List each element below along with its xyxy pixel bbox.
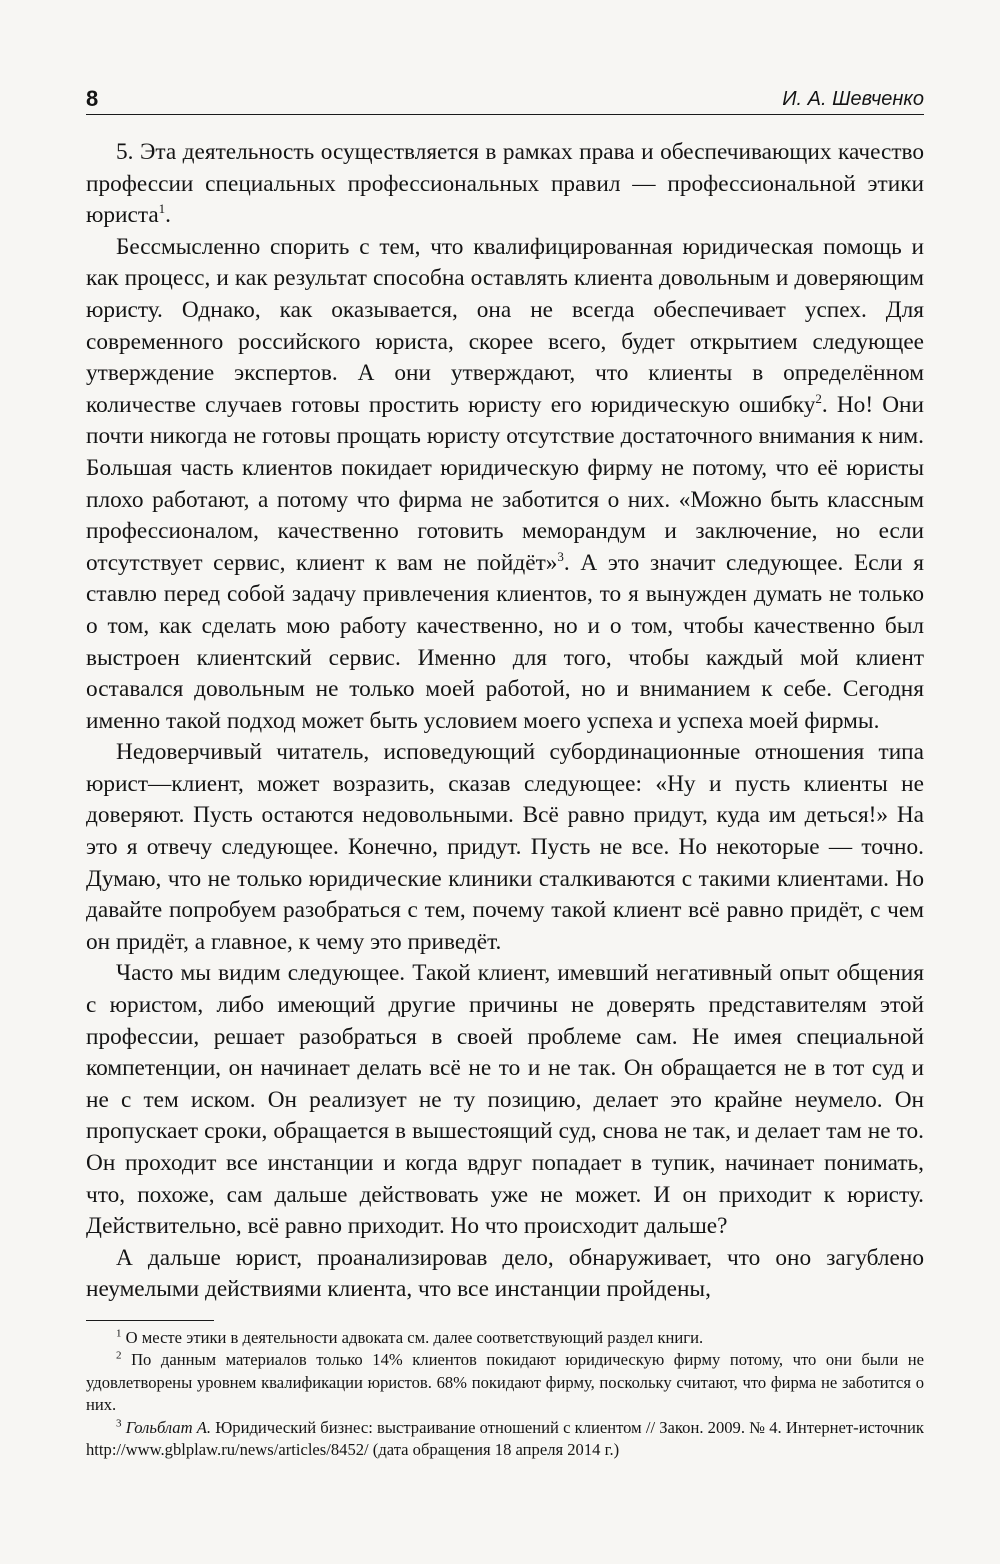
page-number: 8 [86, 86, 99, 111]
footnote-mark: 2 [116, 1349, 122, 1362]
footnote-text: Юридический бизнес: выстраивание отношений с клиентом // Закон. 2009. № 4. Интернет-источник http://www.gblplaw.ru/news/articles/8452/ (дата обращения 18 апреля 2014 г.) [86, 1417, 924, 1459]
body-text [86, 137, 924, 1306]
footnote-text: О месте этики в деятельности адвоката см. далее соответствующий раздел книги. [125, 1327, 704, 1347]
footnote-author: Гольблат А. [125, 1417, 212, 1437]
paragraph-text: Бессмысленно спорить с тем, что квалифицированная юридическая помощь и как процесс, и как результат способна оставлять клиента довольным и доверяющим юристу. Однако, как оказывается, она не всегда обеспечивает успех. Для современного российского юриста, скорее всего, будет открытием следующее утверждение экспертов. А они утверждают, что клиенты в определённом количестве случаев готовы простить юристу его юридическую ошибку [86, 233, 924, 418]
paragraph-text: . А это значит следующее. Если я ставлю перед собой задачу привлечения клиентов, то я вынужден думать не только о том, как сделать мою работу качественно, но и о том, чтобы качественно был выстроен клиентский сервис. Именно для того, чтобы каждый мой клиент оставался довольным не только моей работой, но и вниманием к себе. Сегодня именно такой подход может быть условием моего успеха и успеха моей фирмы. [86, 549, 924, 734]
footnotes [86, 1327, 924, 1461]
footnote-mark: 3 [116, 1417, 122, 1430]
paragraph-4: Часто мы видим следующее. Такой клиент, имевший негативный опыт общения с юристом, либо имеющий другие причины не доверять представителям этой профессии, решает разобраться в своей проблеме сам. Не имея специальной компетенции, он начинает делать всё не то и не так. Он обращается не в тот суд и не с тем иском. Он реализует не ту позицию, делает это крайне неумело. Он пропускает сроки, обращается в вышестоящий суд, снова не так, и делает там не то. Он проходит все инстанции и когда вдруг попадает в тупик, начинает понимать, что, похоже, сам дальше действовать уже не может. И он приходит к юристу. Действительно, всё равно приходит. Но что происходит дальше? [86, 960, 924, 1240]
footnote-text: По данным материалов только 14% клиентов покидают юридическую фирму потому, что они были не удовлетворены уровнем квалификации юристов. 68% покидают фирму, поскольку считают, что фирма не заботится о них. [86, 1350, 925, 1415]
running-head [86, 74, 924, 115]
paragraph-text: . Но! Они почти никогда не готовы прощать юристу отсутствие достаточного внимания к ним. Большая часть клиентов покидает юридическую фирму не потому, что её юристы плохо работают, а потому что фирма не заботится о них. «Можно быть классным профессионалом, качественно готовить меморандум и заключение, но если отсутствует сервис, клиент к вам не пойдёт» [86, 391, 924, 576]
footnote-ref-2[interactable]: 2 [815, 390, 822, 406]
paragraph-text: . [165, 202, 171, 229]
footnote-mark: 1 [116, 1327, 122, 1340]
footnote-divider [86, 1320, 214, 1321]
paragraph-1 [86, 137, 924, 232]
paragraph-3: Недоверчивый читатель, исповедующий субординационные отношения типа юрист—клиент, может возразить, сказав следующее: «Ну и пусть клиенты не доверяют. Пусть остаются недовольными. Всё равно придут, куда им деться!» На это я отвечу следующее. Конечно, придут. Пусть не все. Но некоторые — точно. Думаю, что не только юридические клиники сталкиваются с такими клиентами. Но давайте попробуем разобраться с тем, почему такой клиент всё равно придёт, с чем он придёт, а главное, к чему это приведёт. [86, 739, 924, 955]
paragraph-text: 5. Эта деятельность осуществляется в рамках права и обеспечивающих качество профессии специальных профессиональных правил — профессиональной этики юриста [86, 139, 924, 229]
paragraph-5: А дальше юрист, проанализировав дело, обнаруживает, что оно загублено неумелыми действиями клиента, что все инстанции пройдены, [86, 1244, 924, 1303]
footnote-1 [86, 1327, 924, 1349]
running-head-author: И. А. Шевченко [782, 88, 924, 110]
footnote-ref-3[interactable]: 3 [557, 548, 564, 564]
footnote-3 [86, 1417, 924, 1462]
footnote-2 [86, 1349, 924, 1416]
paragraph-2 [86, 232, 924, 738]
footnote-ref-1[interactable]: 1 [158, 201, 166, 217]
book-page [86, 74, 924, 1461]
